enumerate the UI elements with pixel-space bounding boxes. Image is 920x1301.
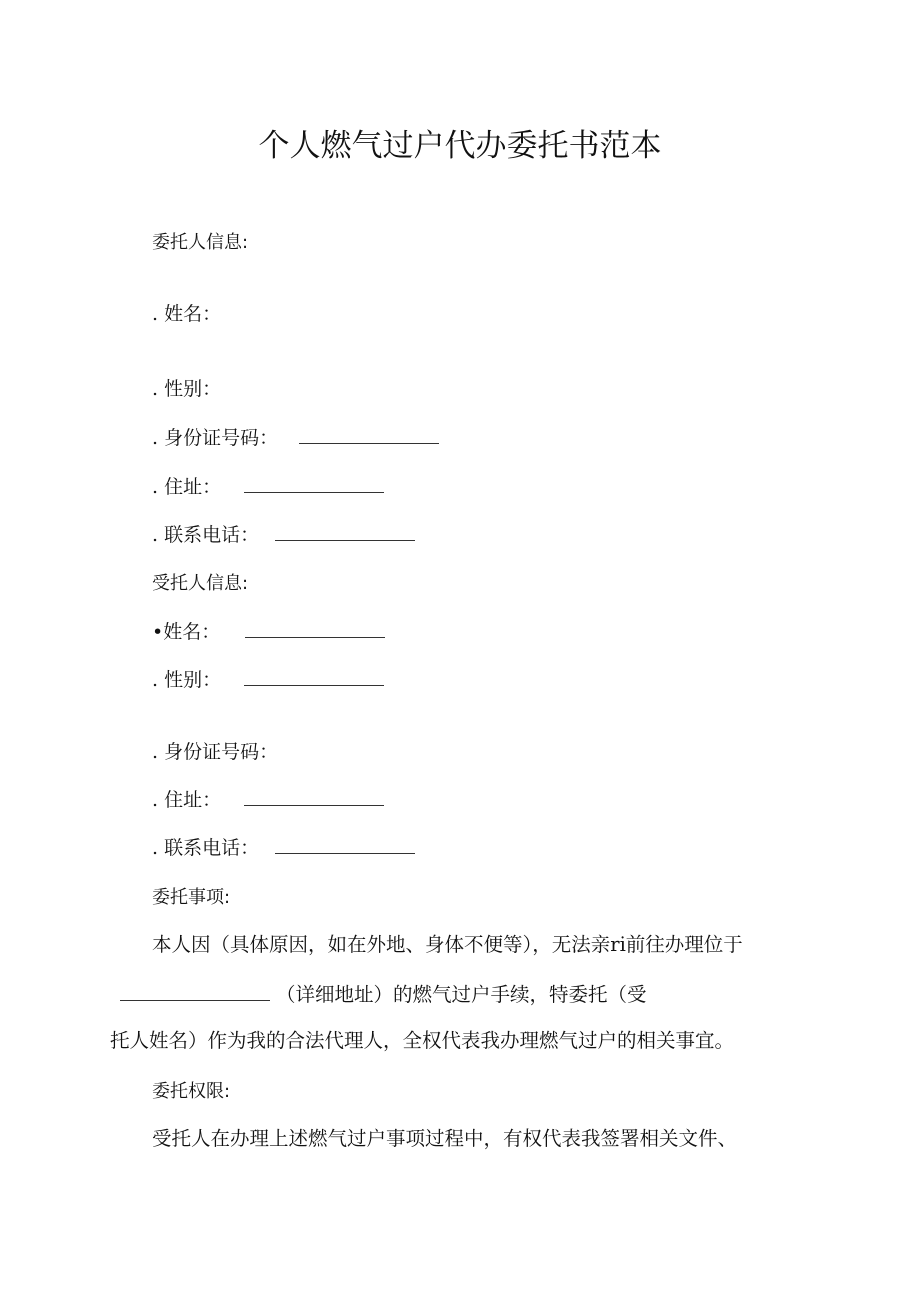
principal-heading: 委托人信息: [152,232,249,253]
matters-address-blank [120,982,270,1001]
matters-line-2-text: （详细地址）的燃气过户手续，特委托（受 [276,983,647,1006]
principal-address-label: . 住址： [152,476,222,498]
agent-name-field [152,618,385,646]
principal-name-label: . 姓名： [152,303,222,325]
agent-gender-field [152,666,384,694]
authority-line-1: 受托人在办理上述燃气过户事项过程中，有权代表我签署相关文件、 [152,1127,738,1150]
matters-line-1: 本人因（具体原因，如在外地、身体不便等），无法亲ri前往办理位于 [152,933,743,956]
principal-address-field [152,473,384,501]
matters-line-3: 托人姓名）作为我的合法代理人，全权代表我办理燃气过户的相关事宜。 [110,1029,735,1052]
matters-heading: 委托事项: [152,887,231,908]
agent-id-label: . 身份证号码： [152,741,279,763]
agent-heading: 受托人信息: [152,573,249,594]
agent-id-field [152,738,278,766]
authority-heading: 委托权限: [152,1081,231,1102]
principal-gender-field [152,375,221,403]
principal-gender-label: . 性别： [152,378,222,400]
document-title: 个人燃气过户代办委托书范本 [258,128,662,164]
principal-phone-field [152,521,415,549]
agent-gender-blank [244,667,384,686]
principal-id-blank [299,425,439,444]
matters-line-2 [120,980,647,1010]
agent-name-blank [245,619,385,638]
agent-address-field [152,786,384,814]
principal-name-field [152,300,221,328]
principal-phone-blank [275,522,415,541]
agent-address-label: . 住址： [152,789,222,811]
principal-phone-label: . 联系电话： [152,524,260,546]
agent-gender-label: . 性别： [152,669,222,691]
principal-address-blank [244,474,384,493]
agent-phone-field [152,834,415,862]
principal-id-field [152,424,439,452]
agent-name-label: •姓名： [152,621,221,643]
agent-address-blank [244,787,384,806]
agent-phone-label: . 联系电话： [152,837,260,859]
agent-phone-blank [275,835,415,854]
principal-id-label: . 身份证号码： [152,427,279,449]
